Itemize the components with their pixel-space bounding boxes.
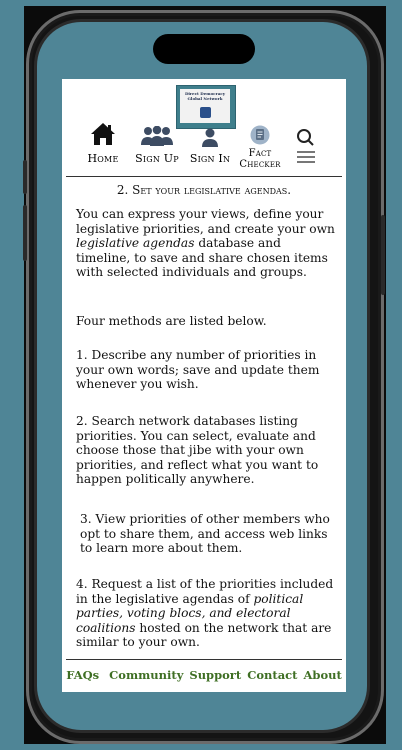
methods-intro: Four methods are listed below.	[76, 314, 267, 328]
footer-links	[62, 668, 346, 682]
footer-contact-link[interactable]: Contact	[247, 668, 298, 682]
user-icon	[202, 128, 218, 148]
nav-fact-checker[interactable]	[238, 121, 282, 173]
footer-support-link[interactable]: Support	[189, 668, 242, 682]
method-4-text-a: 4. Request a list of the priorities included in the legislative agendas of	[76, 577, 334, 606]
method-4	[76, 577, 338, 650]
nav-signup-label: Sign Up	[135, 152, 179, 165]
nav-signin[interactable]	[188, 121, 232, 169]
logo-text-line1: Direct Democracy	[184, 91, 226, 96]
nav-home-label: Home	[87, 152, 119, 165]
main-nav	[62, 121, 346, 177]
dynamic-island	[153, 34, 255, 64]
globe-icon	[200, 107, 211, 118]
method-1: 1. Describe any number of priorities in your own words; save and update them whenever you wish.	[76, 348, 320, 392]
nav-signin-label: Sign In	[189, 152, 231, 165]
nav-home[interactable]	[84, 121, 122, 169]
logo-image	[180, 89, 230, 123]
search-button[interactable]	[295, 121, 315, 143]
nav-fact-checker-label-2: Checker	[239, 159, 281, 170]
side-button-power	[381, 215, 385, 295]
search-icon	[296, 128, 314, 146]
method-4-text-b: hosted on the network that are similar to your own.	[76, 620, 332, 650]
side-button-mid	[23, 205, 27, 261]
users-icon	[141, 126, 173, 148]
menu-icon	[297, 149, 315, 163]
web-page	[62, 79, 346, 692]
footer-divider	[66, 659, 342, 660]
header-divider	[66, 176, 342, 177]
footer-faqs-link[interactable]: FAQs	[66, 668, 100, 682]
intro-text-b: database and timeline, to save and share chosen items with selected individuals and groups.	[76, 236, 328, 280]
section-heading: 2. Set your legislative agendas.	[116, 183, 292, 197]
nav-signup[interactable]	[134, 121, 180, 169]
footer-community-link[interactable]: Community	[109, 668, 184, 682]
intro-text-a: You can express your views, define your legislative priorities, and create your own	[76, 207, 335, 236]
home-icon	[90, 122, 116, 146]
hamburger-menu-button[interactable]	[297, 149, 315, 163]
intro-emphasis: legislative agendas	[76, 236, 195, 251]
intro-paragraph	[76, 207, 338, 280]
side-button-top	[23, 160, 27, 194]
method-3: 3. View priorities of other members who opt to share them, and access web links to learn more about them.	[80, 512, 330, 556]
method-2: 2. Search network databases listing priorities. You can select, evaluate and choose those that jibe with your own priorities, and reflect what you want to happen politically anywhere.	[76, 414, 319, 487]
nav-fact-checker-label-1: Fact	[248, 148, 272, 159]
logo-text-line2: Global Network	[187, 96, 223, 101]
footer-about-link[interactable]: About	[303, 668, 342, 682]
document-check-icon	[250, 125, 270, 145]
method-4-emphasis: political parties, voting blocs, and electoral coalitions	[76, 591, 304, 635]
